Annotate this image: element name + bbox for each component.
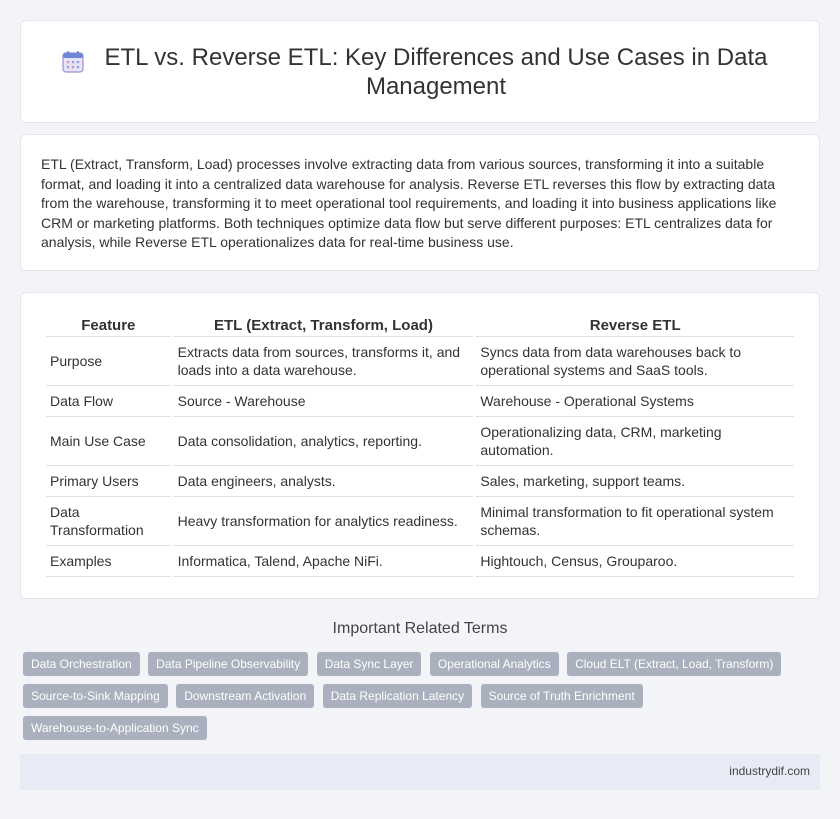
cell-feature: Examples [46,546,171,577]
related-term-tag[interactable]: Source of Truth Enrichment [481,684,643,708]
cell-feature: Data Transformation [46,497,171,546]
cell-etl: Extracts data from sources, transforms it, and loads into a data warehouse. [174,337,474,386]
related-term-tag[interactable]: Cloud ELT (Extract, Load, Transform) [567,652,781,676]
related-terms-heading: Important Related Terms [332,620,508,637]
related-term-tag[interactable]: Data Replication Latency [323,684,472,708]
cell-feature: Primary Users [46,466,171,497]
cell-feature: Data Flow [46,386,171,417]
cell-reverse-etl: Minimal transformation to fit operational system schemas. [476,497,794,546]
cell-etl: Data engineers, analysts. [174,466,474,497]
table-row [46,466,794,497]
cell-feature: Main Use Case [46,417,171,466]
comparison-table [43,313,797,577]
related-term-tag[interactable]: Warehouse-to-Application Sync [23,716,207,740]
related-terms-list [23,652,813,748]
cell-reverse-etl: Warehouse - Operational Systems [476,386,794,417]
table-row [46,546,794,577]
cell-etl: Heavy transformation for analytics readiness. [174,497,474,546]
comparison-card [20,292,820,599]
cell-etl: Data consolidation, analytics, reporting. [174,417,474,466]
intro-paragraph: ETL (Extract, Transform, Load) processes involve extracting data from various sources, transforming it into a suitable format, and loading it into a centralized data warehouse for analysis. Reverse ETL reverses this flow by extracting data from the warehouse, transforming it to meet operational tool requirements, and loading it into business applications like CRM or marketing platforms. Both techniques optimize data flow but serve different purposes: ETL centralizes data for analysis, while Reverse ETL operationalizes data for real-time business use. [41,156,777,250]
intro-card [20,134,820,271]
page-title: ETL vs. Reverse ETL: Key Differences and Use Cases in Data Management [104,43,768,100]
cell-etl: Source - Warehouse [174,386,474,417]
related-term-tag[interactable]: Source-to-Sink Mapping [23,684,168,708]
related-term-tag[interactable]: Downstream Activation [176,684,314,708]
title-card [20,20,820,123]
cell-etl: Informatica, Talend, Apache NiFi. [174,546,474,577]
related-term-tag[interactable]: Data Pipeline Observability [148,652,308,676]
title-wrap [60,43,780,101]
table-row [46,417,794,466]
footer [20,754,820,790]
related-term-tag[interactable]: Data Sync Layer [317,652,422,676]
cell-reverse-etl: Sales, marketing, support teams. [476,466,794,497]
table-header-row [46,313,794,337]
footer-site-link[interactable]: industrydif.com [729,764,810,778]
related-term-tag[interactable]: Data Orchestration [23,652,140,676]
calendar-icon [60,49,86,75]
table-row [46,386,794,417]
header-etl: ETL (Extract, Transform, Load) [174,313,474,337]
table-row [46,497,794,546]
cell-reverse-etl: Operationalizing data, CRM, marketing automation. [476,417,794,466]
cell-feature: Purpose [46,337,171,386]
cell-reverse-etl: Syncs data from data warehouses back to operational systems and SaaS tools. [476,337,794,386]
table-row [46,337,794,386]
cell-reverse-etl: Hightouch, Census, Grouparoo. [476,546,794,577]
header-reverse-etl: Reverse ETL [476,313,794,337]
header-feature: Feature [46,313,171,337]
related-term-tag[interactable]: Operational Analytics [430,652,559,676]
